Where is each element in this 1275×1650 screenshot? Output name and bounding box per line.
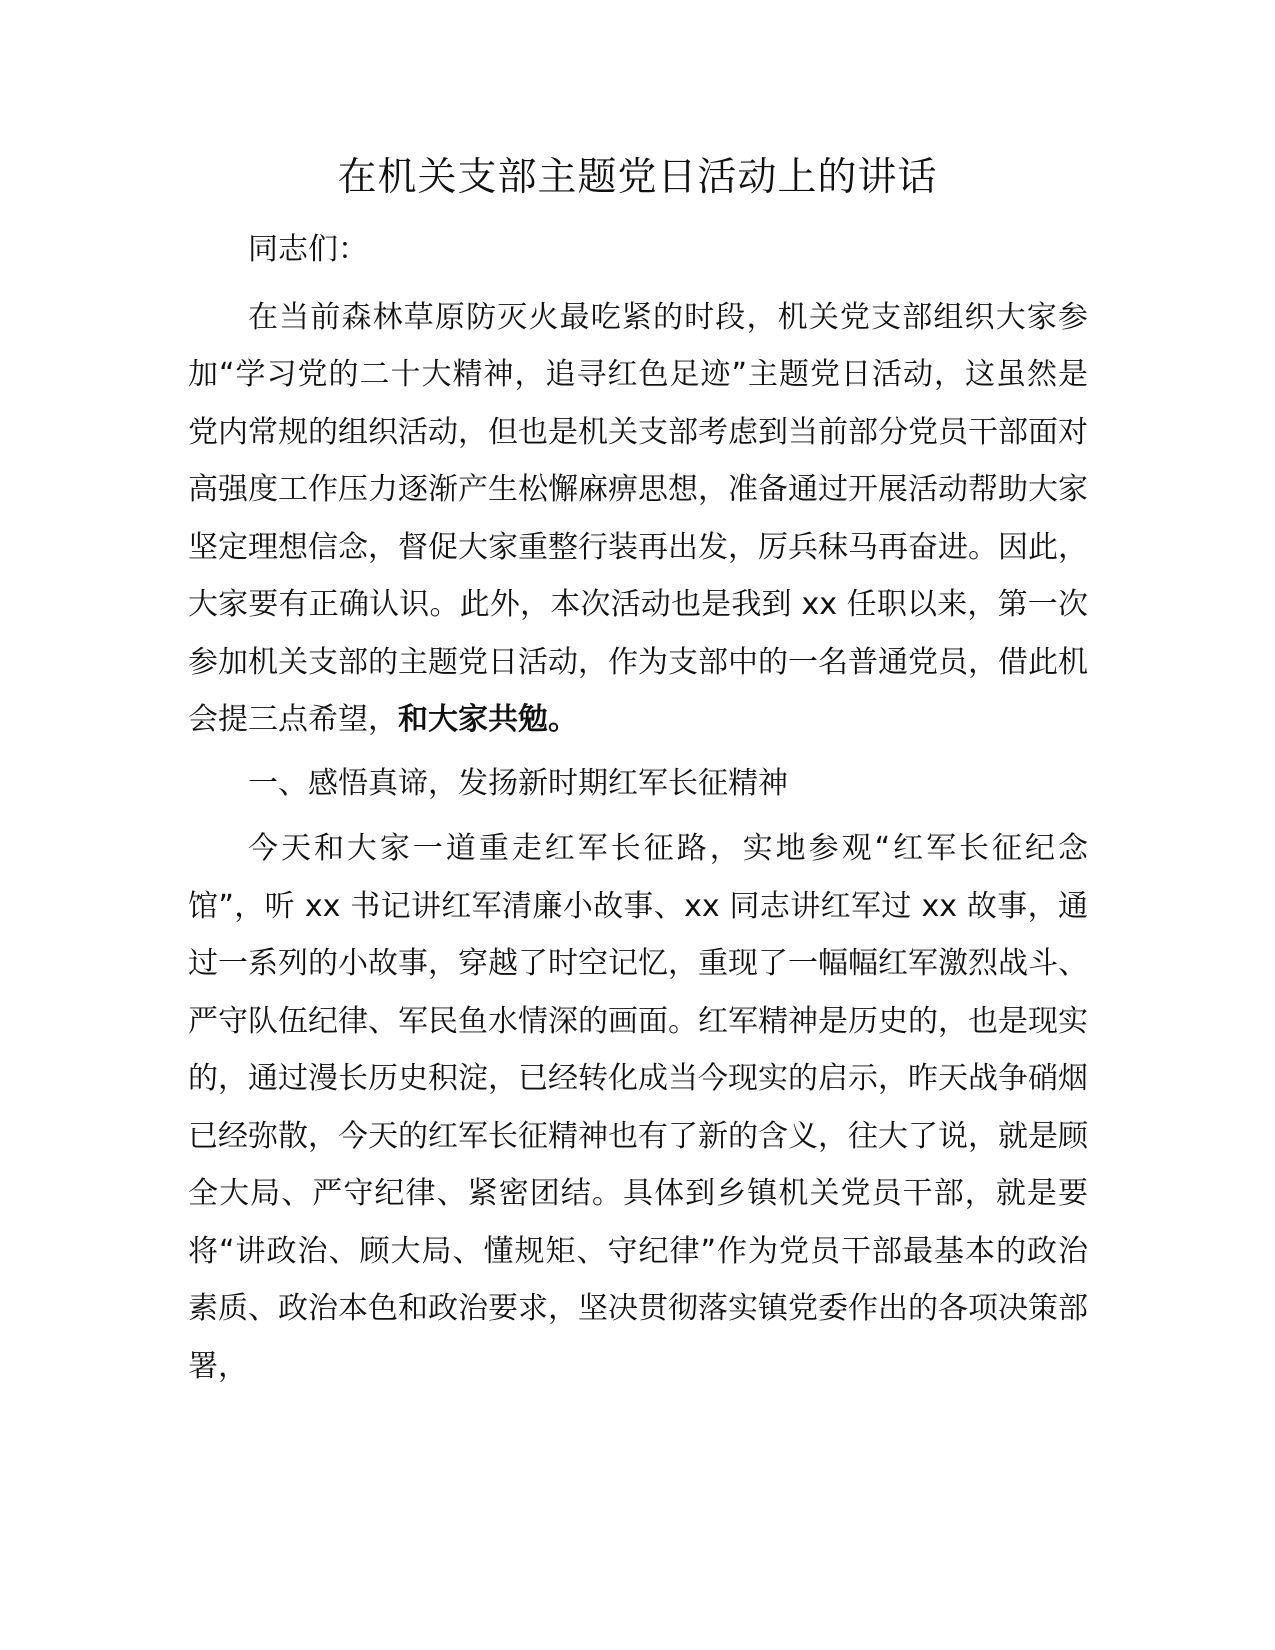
section-heading-1: 一、感悟真谛，发扬新时期红军长征精神 bbox=[248, 765, 788, 801]
paragraph-intro bbox=[188, 289, 1088, 749]
paragraph-section-1: 今天和大家一道重走红军长征路，实地参观“红军长征纪念馆”，听 xx 书记讲红军清廉小故事、xx 同志讲红军过 xx 故事，通过一系列的小故事，穿越了时空记忆，重现了一幅幅红军激烈战斗、严守队伍纪律、军民鱼水情深的画面。红军精神是历史的，也是现实的，通过漫长历史积淀，已经转化成当今现实的启示，昨天战争硝烟已经弥散，今天的红军长征精神也有了新的含义，往大了说，就是顾全大局、严守纪律、紧密团结。具体到乡镇机关党员干部，就是要将“讲政治、顾大局、懂规矩、守纪律”作为党员干部最基本的政治素质、政治本色和政治要求，坚决贯彻落实镇党委作出的各项决策部署， bbox=[188, 831, 1088, 1384]
salutation: 同志们： bbox=[248, 232, 368, 267]
paragraph-intro-text: 在当前森林草原防灭火最吃紧的时段，机关党支部组织大家参加“学习党的二十大精神，追寻红色足迹”主题党日活动，这虽然是党内常规的组织活动，但也是机关支部考虑到当前部分党员干部面对高强度工作压力逐渐产生松懈麻痹思想，准备通过开展活动帮助大家坚定理想信念，督促大家重整行装再出发，厉兵秣马再奋进。因此，大家要有正确认识。此外，本次活动也是我到 xx 任职以来，第一次参加机关支部的主题党日活动，作为支部中的一名普通党员，借此机会提三点希望， bbox=[188, 299, 1088, 737]
document-body bbox=[188, 221, 1088, 1397]
paragraph-intro-bold-tail: 和大家共勉。 bbox=[398, 702, 578, 737]
document-title: 在机关支部主题党日活动上的讲话 bbox=[337, 155, 938, 200]
